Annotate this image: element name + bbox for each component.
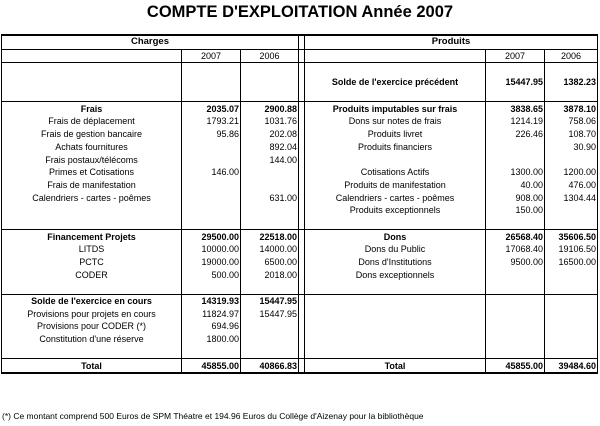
produits-2006-value bbox=[545, 346, 598, 359]
charges-2006-value: 22518.00 bbox=[241, 230, 299, 243]
produits-2007-value: 150.00 bbox=[486, 204, 545, 217]
table-row bbox=[2, 243, 598, 256]
charges-2006-value: 15447.95 bbox=[241, 307, 299, 320]
header-row bbox=[2, 35, 598, 49]
charges-2007-value bbox=[182, 153, 241, 166]
produits-2006-value bbox=[545, 63, 598, 76]
produits-2006-value: 30.90 bbox=[545, 141, 598, 154]
table-row bbox=[2, 307, 598, 320]
charges-2007-value bbox=[182, 281, 241, 294]
charges-2007-value bbox=[182, 89, 241, 102]
charges-2007-value: 1800.00 bbox=[182, 333, 241, 346]
charges-label bbox=[2, 281, 182, 294]
charges-2006-value: 6500.00 bbox=[241, 256, 299, 269]
produits-2007-value bbox=[486, 320, 545, 333]
charges-label: Frais bbox=[2, 102, 182, 115]
charges-2007-value: 14319.93 bbox=[182, 294, 241, 307]
produits-2006-value bbox=[545, 307, 598, 320]
table-row bbox=[2, 333, 598, 346]
charges-2006-value: 892.04 bbox=[241, 141, 299, 154]
produits-2007-value bbox=[486, 217, 545, 230]
charges-2006-value bbox=[241, 217, 299, 230]
charges-label bbox=[2, 346, 182, 359]
produits-2007-value bbox=[486, 333, 545, 346]
charges-2006-value: 631.00 bbox=[241, 191, 299, 204]
produits-2006-value bbox=[545, 320, 598, 333]
charges-2007-value: 19000.00 bbox=[182, 256, 241, 269]
table-row bbox=[2, 230, 598, 243]
charges-label bbox=[2, 63, 182, 76]
produits-2006-value: 758.06 bbox=[545, 115, 598, 128]
produits-2007-value bbox=[486, 268, 545, 281]
table-row bbox=[2, 153, 598, 166]
produits-2006-value: 16500.00 bbox=[545, 256, 598, 269]
produits-label bbox=[305, 346, 486, 359]
produits-2006-value: 19106.50 bbox=[545, 243, 598, 256]
charges-2006-value bbox=[241, 76, 299, 89]
produits-label bbox=[305, 307, 486, 320]
produits-header: Produits bbox=[305, 35, 598, 49]
charges-2006-value: 144.00 bbox=[241, 153, 299, 166]
charges-label bbox=[2, 76, 182, 89]
produits-2006-value bbox=[545, 294, 598, 307]
table-row bbox=[2, 166, 598, 179]
produits-label bbox=[305, 153, 486, 166]
produits-2006-value bbox=[545, 268, 598, 281]
produits-2006-value: 3878.10 bbox=[545, 102, 598, 115]
produits-2006-value: 476.00 bbox=[545, 179, 598, 192]
charges-label: LITDS bbox=[2, 243, 182, 256]
charges-2007-value bbox=[182, 204, 241, 217]
charges-2006-value bbox=[241, 333, 299, 346]
charges-2006-value bbox=[241, 204, 299, 217]
charges-2007-value bbox=[182, 179, 241, 192]
produits-2006-value: 1304.44 bbox=[545, 191, 598, 204]
charges-2006-value bbox=[241, 320, 299, 333]
table-row bbox=[2, 256, 598, 269]
page-title: COMPTE D'EXPLOITATION Année 2007 bbox=[146, 3, 454, 21]
charges-2007-value: 45855.00 bbox=[182, 359, 241, 373]
year-row bbox=[2, 49, 598, 63]
charges-label bbox=[2, 89, 182, 102]
table-row bbox=[2, 281, 598, 294]
produits-label: Dons exceptionnels bbox=[305, 268, 486, 281]
charges-2006-value: 2018.00 bbox=[241, 268, 299, 281]
produits-2007-value: 9500.00 bbox=[486, 256, 545, 269]
charges-2006-value bbox=[241, 281, 299, 294]
charges-label: Total bbox=[2, 359, 182, 373]
charges-2007-value bbox=[182, 191, 241, 204]
table-row bbox=[2, 76, 598, 89]
produits-label bbox=[305, 320, 486, 333]
produits-2006-value: 1200.00 bbox=[545, 166, 598, 179]
produits-2007-value: 3838.65 bbox=[486, 102, 545, 115]
charges-2006-value bbox=[241, 89, 299, 102]
produits-2007-value bbox=[486, 153, 545, 166]
produits-label: Dons sur notes de frais bbox=[305, 115, 486, 128]
produits-label: Total bbox=[305, 359, 486, 373]
table-row bbox=[2, 320, 598, 333]
table-row bbox=[2, 179, 598, 192]
produits-2007-value bbox=[486, 63, 545, 76]
charges-label: Frais de gestion bancaire bbox=[2, 128, 182, 141]
charges-label: CODER bbox=[2, 268, 182, 281]
charges-label: Frais postaux/télécoms bbox=[2, 153, 182, 166]
charges-label: Achats fournitures bbox=[2, 141, 182, 154]
charges-2006-value bbox=[241, 346, 299, 359]
charges-year-2007: 2007 bbox=[182, 49, 241, 63]
table-row bbox=[2, 63, 598, 76]
table-row bbox=[2, 204, 598, 217]
charges-label: Constitution d'une réserve bbox=[2, 333, 182, 346]
produits-label: Cotisations Actifs bbox=[305, 166, 486, 179]
produits-label: Produits de manifestation bbox=[305, 179, 486, 192]
table-row bbox=[2, 191, 598, 204]
charges-2007-value: 10000.00 bbox=[182, 243, 241, 256]
charges-label: Calendriers - cartes - poêmes bbox=[2, 191, 182, 204]
produits-year-2007: 2007 bbox=[486, 49, 545, 63]
charges-label bbox=[2, 217, 182, 230]
produits-label: Dons bbox=[305, 230, 486, 243]
table-row bbox=[2, 294, 598, 307]
charges-2006-value: 2900.88 bbox=[241, 102, 299, 115]
produits-2007-value: 45855.00 bbox=[486, 359, 545, 373]
charges-2007-value bbox=[182, 63, 241, 76]
charges-label: PCTC bbox=[2, 256, 182, 269]
produits-label bbox=[305, 63, 486, 76]
charges-2007-value bbox=[182, 346, 241, 359]
produits-2007-value bbox=[486, 89, 545, 102]
charges-2007-value bbox=[182, 76, 241, 89]
charges-2007-value bbox=[182, 217, 241, 230]
charges-2006-value bbox=[241, 179, 299, 192]
produits-2006-value: 39484.60 bbox=[545, 359, 598, 373]
produits-2007-value: 17068.40 bbox=[486, 243, 545, 256]
table-row bbox=[2, 102, 598, 115]
produits-2006-value bbox=[545, 89, 598, 102]
produits-2006-value bbox=[545, 281, 598, 294]
charges-2007-value: 2035.07 bbox=[182, 102, 241, 115]
charges-2006-value: 1031.76 bbox=[241, 115, 299, 128]
produits-2007-value: 40.00 bbox=[486, 179, 545, 192]
charges-2007-value: 29500.00 bbox=[182, 230, 241, 243]
table-row bbox=[2, 89, 598, 102]
produits-label: Calendriers - cartes - poêmes bbox=[305, 191, 486, 204]
charges-label: Provisions pour projets en cours bbox=[2, 307, 182, 320]
table-row bbox=[2, 217, 598, 230]
charges-label: Provisions pour CODER (*) bbox=[2, 320, 182, 333]
table-row bbox=[2, 359, 598, 373]
charges-2006-value: 14000.00 bbox=[241, 243, 299, 256]
produits-2006-value: 1382.23 bbox=[545, 76, 598, 89]
produits-2007-value bbox=[486, 346, 545, 359]
charges-label: Primes et Cotisations bbox=[2, 166, 182, 179]
produits-label: Dons du Public bbox=[305, 243, 486, 256]
produits-label: Produits livret bbox=[305, 128, 486, 141]
table-row bbox=[2, 268, 598, 281]
charges-2006-value: 40866.83 bbox=[241, 359, 299, 373]
footnote: (*) Ce montant comprend 500 Euros de SPM Théatre et 194.96 Euros du Collège d'Aizenay pour la bibliothèque bbox=[2, 411, 424, 421]
produits-2007-value bbox=[486, 281, 545, 294]
produits-label: Solde de l'exercice précédent bbox=[305, 76, 486, 89]
produits-2007-value bbox=[486, 141, 545, 154]
table-row bbox=[2, 128, 598, 141]
charges-2007-value: 11824.97 bbox=[182, 307, 241, 320]
charges-2007-value: 500.00 bbox=[182, 268, 241, 281]
charges-label bbox=[2, 204, 182, 217]
produits-2006-value bbox=[545, 333, 598, 346]
produits-label bbox=[305, 281, 486, 294]
produits-2006-value: 35606.50 bbox=[545, 230, 598, 243]
table-row bbox=[2, 346, 598, 359]
accounts-table bbox=[1, 34, 598, 374]
charges-2007-value bbox=[182, 141, 241, 154]
charges-2007-value: 146.00 bbox=[182, 166, 241, 179]
produits-label: Produits exceptionnels bbox=[305, 204, 486, 217]
charges-2006-value bbox=[241, 166, 299, 179]
produits-label bbox=[305, 89, 486, 102]
produits-label: Produits financiers bbox=[305, 141, 486, 154]
charges-label: Financement Projets bbox=[2, 230, 182, 243]
produits-2007-value bbox=[486, 307, 545, 320]
produits-2006-value bbox=[545, 217, 598, 230]
charges-2007-value: 694.96 bbox=[182, 320, 241, 333]
produits-2007-value: 15447.95 bbox=[486, 76, 545, 89]
charges-2006-value: 202.08 bbox=[241, 128, 299, 141]
produits-2007-value: 226.46 bbox=[486, 128, 545, 141]
produits-year-2006: 2006 bbox=[545, 49, 598, 63]
charges-header: Charges bbox=[2, 35, 299, 49]
produits-label: Dons d'Institutions bbox=[305, 256, 486, 269]
produits-label bbox=[305, 333, 486, 346]
produits-2006-value: 108.70 bbox=[545, 128, 598, 141]
charges-label: Solde de l'exercice en cours bbox=[2, 294, 182, 307]
charges-2007-value: 1793.21 bbox=[182, 115, 241, 128]
produits-2007-value: 908.00 bbox=[486, 191, 545, 204]
charges-label: Frais de déplacement bbox=[2, 115, 182, 128]
produits-label bbox=[305, 217, 486, 230]
produits-2007-value: 26568.40 bbox=[486, 230, 545, 243]
charges-year-2006: 2006 bbox=[241, 49, 299, 63]
charges-2007-value: 95.86 bbox=[182, 128, 241, 141]
charges-2006-value bbox=[241, 63, 299, 76]
produits-label: Produits imputables sur frais bbox=[305, 102, 486, 115]
table-row bbox=[2, 141, 598, 154]
produits-2007-value: 1214.19 bbox=[486, 115, 545, 128]
charges-label: Frais de manifestation bbox=[2, 179, 182, 192]
produits-2007-value bbox=[486, 294, 545, 307]
produits-2006-value bbox=[545, 204, 598, 217]
produits-2007-value: 1300.00 bbox=[486, 166, 545, 179]
produits-label bbox=[305, 294, 486, 307]
produits-2006-value bbox=[545, 153, 598, 166]
charges-2006-value: 15447.95 bbox=[241, 294, 299, 307]
table-row bbox=[2, 115, 598, 128]
